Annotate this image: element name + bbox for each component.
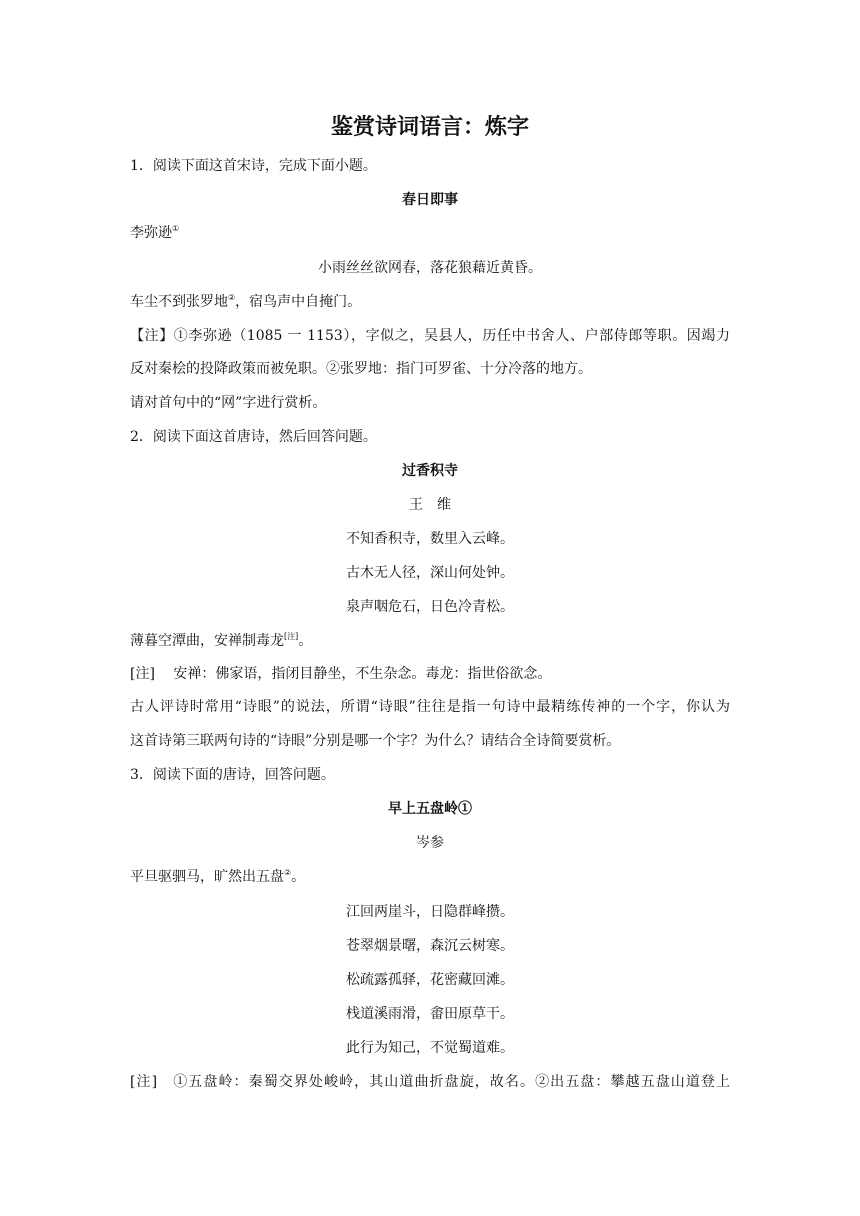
- q1-author-name: 李弥逊: [130, 225, 172, 241]
- q1-author: [130, 223, 179, 243]
- q3-poem-first-line-text: 平旦驱驷马，旷然出五盘: [130, 869, 284, 885]
- q3-poem-first-line: [130, 867, 305, 887]
- q1-poem-line-1: 小雨丝丝欲网春，落花狼藉近黄昏。: [318, 260, 542, 276]
- q2-poem-last-line: [130, 631, 312, 651]
- q3-note: [注] ①五盘岭：秦蜀交界处峻岭，其山道曲折盘旋，故名。②出五盘：攀越五盘山道登上: [130, 1074, 730, 1090]
- q2-poem-last-line-end: 。: [298, 633, 313, 649]
- q1-prompt: 1．阅读下面这首宋诗，完成下面小题。: [130, 158, 377, 174]
- q1-note-line-2: 反对秦桧的投降政策而被免职。②张罗地：指门可罗雀、十分冷落的地方。: [130, 361, 592, 377]
- q3-footnote-mark: ②: [284, 868, 292, 877]
- q2-question-line-2: 这首诗第三联两句诗的“诗眼”分别是哪一个字？为什么？请结合全诗简要赏析。: [130, 733, 621, 749]
- q2-footnote-mark: [注]: [284, 632, 299, 641]
- q1-poem-title: 春日即事: [402, 192, 458, 208]
- page-title: 鉴赏诗词语言：炼字: [330, 115, 529, 140]
- q3-author: 岑参: [416, 835, 444, 851]
- q1-line-footnote-mark: ②: [228, 293, 236, 302]
- q1-poem-line-2-b: ，宿鸟声中自掩门。: [235, 294, 362, 310]
- q1-question: 请对首句中的“网”字进行赏析。: [130, 395, 327, 411]
- q2-poem-title: 过香积寺: [402, 463, 458, 479]
- q3-poem-line: 松疏露孤驿，花密藏回滩。: [346, 972, 514, 988]
- q2-poem-line: 不知香积寺，数里入云峰。: [346, 531, 514, 547]
- q2-note: [注] 安禅：佛家语，指闭目静坐，不生杂念。毒龙：指世俗欲念。: [130, 666, 552, 682]
- q3-poem-first-line-end: 。: [291, 869, 306, 885]
- q3-poem-title: 早上五盘岭①: [388, 801, 472, 817]
- q2-poem-line: 古木无人径，深山何处钟。: [346, 565, 514, 581]
- q3-poem-line: 栈道溪雨滑，畬田原草干。: [346, 1006, 514, 1022]
- q2-author: 王 维: [409, 497, 451, 513]
- q3-poem-line: 苍翠烟景曙，森沉云树寒。: [346, 938, 514, 954]
- q3-poem-line: 江回两崖斗，日隐群峰攒。: [346, 904, 514, 920]
- q1-poem-line-2: [130, 292, 361, 312]
- q1-poem-line-2-a: 车尘不到张罗地: [130, 294, 228, 310]
- q2-question-line-1: 古人评诗时常用“诗眼”的说法，所谓“诗眼”往往是指一句诗中最精练传神的一个字，你认为: [130, 699, 730, 715]
- q3-poem-line: 此行为知己，不觉蜀道难。: [346, 1040, 514, 1056]
- q2-poem-line: 泉声咽危石，日色冷青松。: [346, 599, 514, 615]
- q1-author-footnote-mark: ①: [172, 224, 180, 233]
- q3-prompt: 3．阅读下面的唐诗，回答问题。: [130, 767, 335, 783]
- q2-prompt: 2．阅读下面这首唐诗，然后回答问题。: [130, 429, 377, 445]
- q1-note-line-1: 【注】①李弥逊（1085 一 1153），字似之，吴县人，历任中书舍人、户部侍郎等职。因竭力: [130, 328, 730, 344]
- q2-poem-last-line-text: 薄暮空潭曲，安禅制毒龙: [130, 633, 284, 649]
